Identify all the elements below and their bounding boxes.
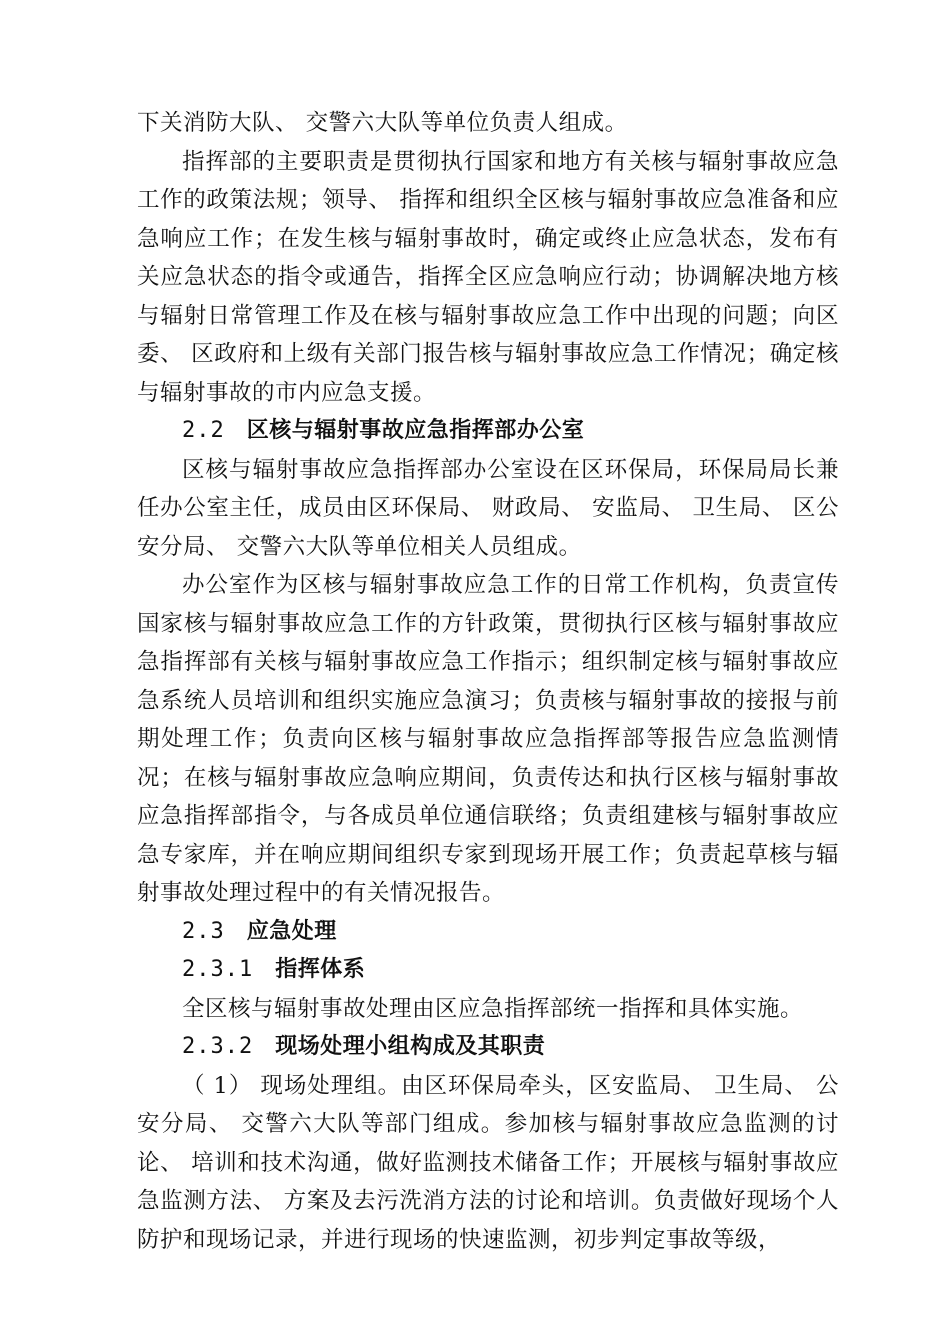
paragraph-continuation: 下关消防大队、 交警六大队等单位负责人组成。: [137, 110, 628, 136]
paragraph-office: 区核与辐射事故应急指挥部办公室设在区环保局，环保局局长兼任办公室主任，成员由区环保局、 财政局、 安监局、 卫生局、 区公安分局、 交警六大队等单位相关人员组成。: [137, 456, 839, 560]
paragraph-command-system: 全区核与辐射事故处理由区应急指挥部统一指挥和具体实施。: [182, 995, 804, 1022]
heading-title: 区核与辐射事故应急指挥部办公室: [246, 418, 585, 443]
heading-title: 指挥体系: [275, 957, 366, 982]
heading-number: 2.2: [182, 418, 225, 443]
document-page: [137, 104, 839, 1259]
heading-title: 应急处理: [246, 918, 337, 944]
paragraph-command-duties: 指挥部的主要职责是贯彻执行国家和地方有关核与辐射事故应急工作的政策法规；领导、 指挥和组织全区核与辐射事故应急准备和应急响应工作；在发生核与辐射事故时，确定或终止应急状态，发布有关应急状态的指令或通告，指挥全区应急响应行动；协调解决地方核与辐射日常管理工作及在核与辐射事故应急工作中出现的问题；向区委、 区政府和上级有关部门报告核与辐射事故应急工作情况；确定核与辐射事故的市内应急支援。: [137, 148, 839, 406]
heading-2-3: [137, 913, 839, 952]
paragraph-onsite-team: （ 1） 现场处理组。由区环保局牵头，区安监局、 卫生局、 公安分局、 交警六大队等部门组成。参加核与辐射事故应急监测的讨论、 培训和技术沟通，做好监测技术储备工作；开展核与辐射事故应急监测方法、 方案及去污洗消方法的讨论和培训。负责做好现场个人防护和现场记录，并进行现场的快速监测，初步判定事故等级，: [137, 1072, 839, 1253]
paragraph-office-duties: 办公室作为区核与辐射事故应急工作的日常工作机构，负责宣传国家核与辐射事故应急工作的方针政策，贯彻执行区核与辐射事故应急指挥部有关核与辐射事故应急工作指示；组织制定核与辐射事故应急系统人员培训和组织实施应急演习；负责核与辐射事故的接报与前期处理工作；负责向区核与辐射事故应急指挥部等报告应急监测情况；在核与辐射事故应急响应期间，负责传达和执行区核与辐射事故应急指挥部指令，与各成员单位通信联络；负责组建核与辐射事故应急专家库，并在响应期间组织专家到现场开展工作；负责起草核与辐射事故处理过程中的有关情况报告。: [137, 572, 839, 906]
heading-number: 2.3: [182, 918, 225, 944]
heading-2-2: [137, 412, 839, 451]
heading-title: 现场处理小组构成及其职责: [275, 1034, 546, 1059]
heading-number: 2.3.1: [182, 957, 254, 982]
heading-number: 2.3.2: [182, 1034, 254, 1059]
heading-2-3-1: [137, 951, 839, 990]
heading-2-3-2: [137, 1028, 839, 1067]
